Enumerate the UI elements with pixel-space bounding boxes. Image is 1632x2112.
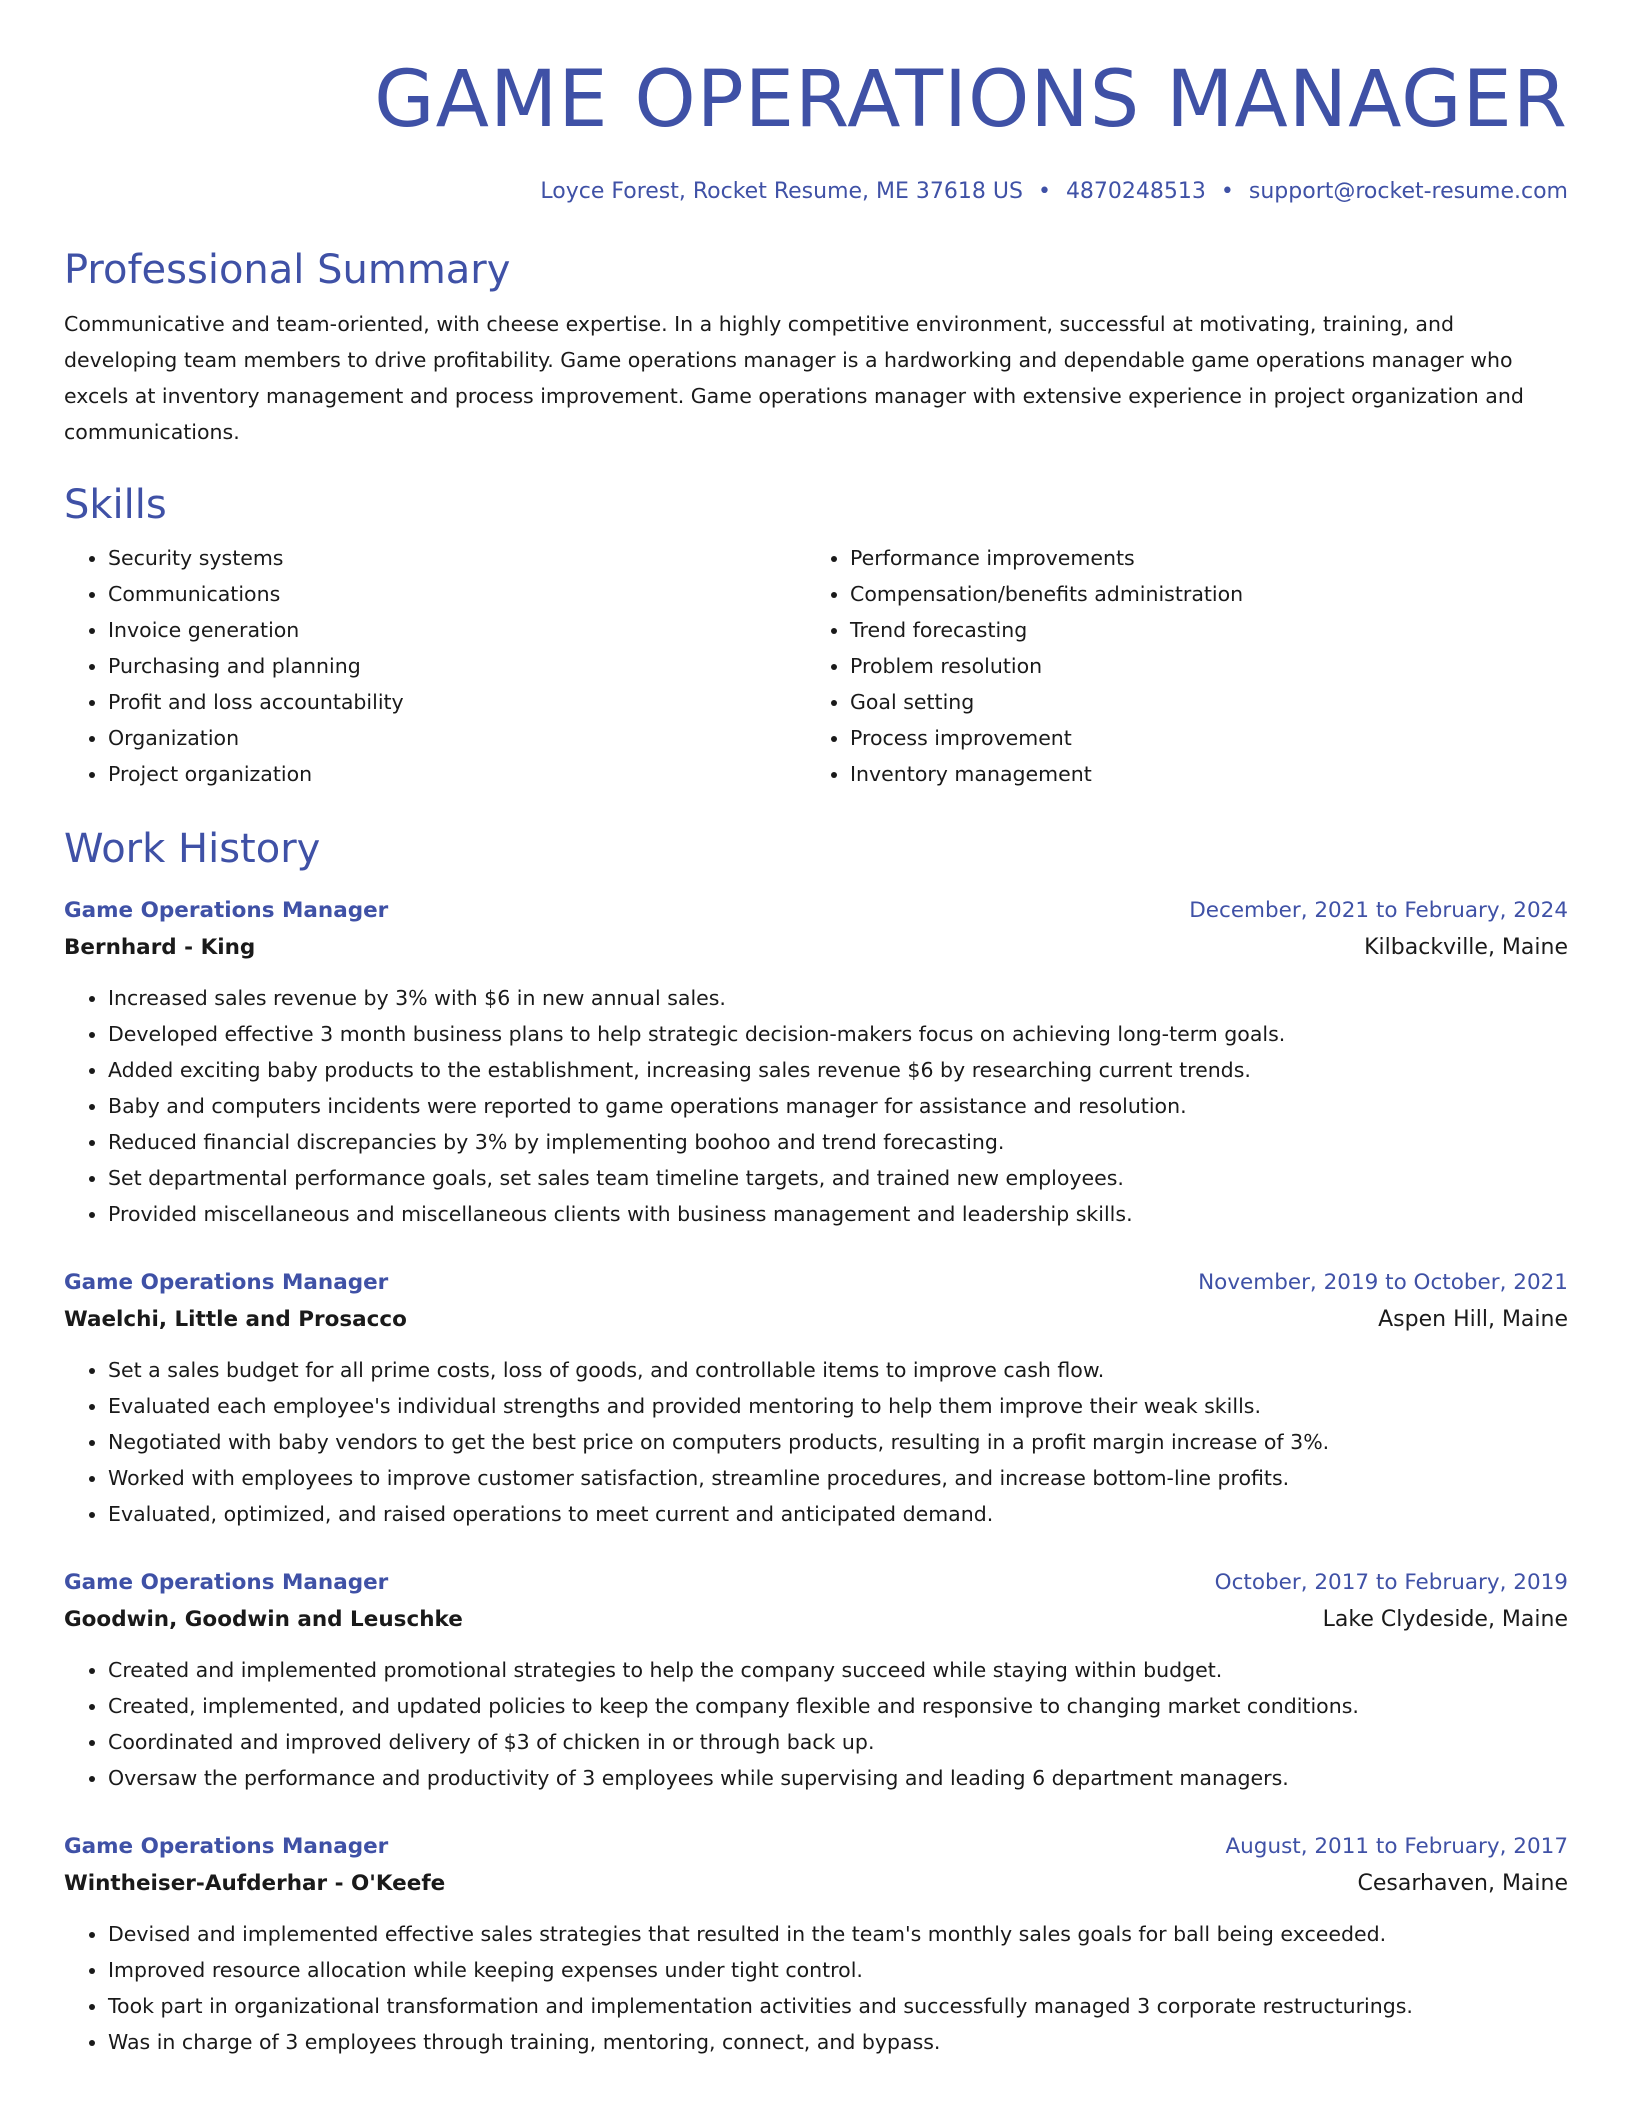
job-bullets (64, 980, 1568, 1232)
resume-name: GAME OPERATIONS MANAGER (374, 55, 1568, 145)
contact-line (64, 175, 1568, 209)
job-title-row (64, 1264, 1568, 1302)
company-name: Goodwin, Goodwin and Leuschke (64, 1607, 463, 1632)
job-title: Game Operations Manager (64, 1270, 389, 1295)
job-bullet: • Baby and computers incidents were reported to game operations manager for assistance and resolution. (108, 1088, 1568, 1124)
job-bullet: • Was in charge of 3 employees through training, mentoring, connect, and bypass. (108, 2024, 1568, 2060)
job-entry (64, 1264, 1568, 1532)
job-dates: November, 2019 to October, 2021 (1198, 1270, 1568, 1295)
skill-item: • Goal setting (850, 684, 1568, 720)
skill-item: • Compensation/benefits administration (850, 576, 1568, 612)
contact-phone: 4870248513 (1065, 179, 1206, 204)
job-bullet: • Increased sales revenue by 3% with $6 in new annual sales. (108, 980, 1568, 1016)
job-dates: October, 2017 to February, 2019 (1214, 1570, 1568, 1595)
job-bullet: • Developed effective 3 month business plans to help strategic decision-makers focus on achieving long-term goals. (108, 1016, 1568, 1052)
job-bullets (64, 1916, 1568, 2060)
skill-item: • Invoice generation (108, 612, 806, 648)
work-history-list (64, 892, 1568, 2060)
job-bullet: • Added exciting baby products to the establishment, increasing sales revenue $6 by researching current trends. (108, 1052, 1568, 1088)
skill-item: • Profit and loss accountability (108, 684, 806, 720)
job-bullet: • Worked with employees to improve customer satisfaction, streamline procedures, and increase bottom-line profits. (108, 1460, 1568, 1496)
skill-item: • Communications (108, 576, 806, 612)
skills-left-list (64, 540, 806, 792)
job-bullet: • Created and implemented promotional strategies to help the company succeed while staying within budget. (108, 1652, 1568, 1688)
job-company-row (64, 1866, 1568, 1902)
job-bullet: • Took part in organizational transformation and implementation activities and successfully managed 3 corporate restructurings. (108, 1988, 1568, 2024)
skill-item: • Problem resolution (850, 648, 1568, 684)
job-bullet: • Reduced financial discrepancies by 3% by implementing boohoo and trend forecasting. (108, 1124, 1568, 1160)
job-bullets (64, 1352, 1568, 1532)
skills-column-right (806, 540, 1568, 792)
skill-item: • Inventory management (850, 756, 1568, 792)
job-bullet: • Evaluated, optimized, and raised operations to meet current and anticipated demand. (108, 1496, 1568, 1532)
skills-column-left (64, 540, 806, 792)
job-bullet: • Negotiated with baby vendors to get the best price on computers products, resulting in a profit margin increase of 3%. (108, 1424, 1568, 1460)
job-bullets (64, 1652, 1568, 1796)
job-company-row (64, 1302, 1568, 1338)
job-entry (64, 892, 1568, 1232)
work-history-heading: Work History (64, 826, 321, 872)
job-title-row (64, 1564, 1568, 1602)
resume-header (64, 52, 1568, 209)
company-name: Waelchi, Little and Prosacco (64, 1307, 407, 1332)
job-title-row (64, 892, 1568, 930)
job-bullet: • Coordinated and improved delivery of $3 of chicken in or through back up. (108, 1724, 1568, 1760)
contact-email: support@rocket-resume.com (1248, 179, 1568, 204)
job-title-row (64, 1828, 1568, 1866)
contact-separator: • (1037, 179, 1051, 204)
skills-right-list (806, 540, 1568, 792)
summary-text: Communicative and team-oriented, with cheese expertise. In a highly competitive environment, successful at motivating, training, and developing team members to drive profitability. Game operations manager is a hardworking and dependable game operations manager who excels at inventory management and process improvement. Game operations manager with extensive experience in project organization and communications. (64, 312, 1524, 444)
company-name: Wintheiser-Aufderhar - O'Keefe (64, 1871, 446, 1896)
skills-heading: Skills (64, 482, 167, 528)
job-entry (64, 1564, 1568, 1796)
summary-heading: Professional Summary (64, 247, 511, 293)
job-location: Aspen Hill, Maine (1378, 1307, 1568, 1332)
job-bullet: • Set a sales budget for all prime costs, loss of goods, and controllable items to improve cash flow. (108, 1352, 1568, 1388)
job-title: Game Operations Manager (64, 898, 389, 923)
job-location: Lake Clydeside, Maine (1322, 1607, 1568, 1632)
job-dates: December, 2021 to February, 2024 (1189, 898, 1568, 923)
job-bullet: • Devised and implemented effective sales strategies that resulted in the team's monthly sales goals for ball being exceeded. (108, 1916, 1568, 1952)
skill-item: • Purchasing and planning (108, 648, 806, 684)
contact-separator: • (1220, 179, 1234, 204)
job-bullet: • Evaluated each employee's individual strengths and provided mentoring to help them improve their weak skills. (108, 1388, 1568, 1424)
skill-item: • Project organization (108, 756, 806, 792)
job-bullet: • Set departmental performance goals, set sales team timeline targets, and trained new employees. (108, 1160, 1568, 1196)
skill-item: • Security systems (108, 540, 806, 576)
job-dates: August, 2011 to February, 2017 (1225, 1834, 1568, 1859)
job-location: Cesarhaven, Maine (1357, 1871, 1568, 1896)
job-title: Game Operations Manager (64, 1570, 389, 1595)
contact-address: Loyce Forest, Rocket Resume, ME 37618 US (540, 179, 1023, 204)
job-bullet: • Provided miscellaneous and miscellaneous clients with business management and leadership skills. (108, 1196, 1568, 1232)
job-company-row (64, 930, 1568, 966)
job-bullet: • Improved resource allocation while keeping expenses under tight control. (108, 1952, 1568, 1988)
job-entry (64, 1828, 1568, 2060)
skills-list (64, 540, 1568, 792)
job-bullet: • Created, implemented, and updated policies to keep the company flexible and responsive to changing market conditions. (108, 1688, 1568, 1724)
skill-item: • Trend forecasting (850, 612, 1568, 648)
job-location: Kilbackville, Maine (1364, 935, 1568, 960)
skill-item: • Performance improvements (850, 540, 1568, 576)
skill-item: • Process improvement (850, 720, 1568, 756)
company-name: Bernhard - King (64, 935, 256, 960)
job-title: Game Operations Manager (64, 1834, 389, 1859)
job-bullet: • Oversaw the performance and productivity of 3 employees while supervising and leading 6 department managers. (108, 1760, 1568, 1796)
skill-item: • Organization (108, 720, 806, 756)
job-company-row (64, 1602, 1568, 1638)
